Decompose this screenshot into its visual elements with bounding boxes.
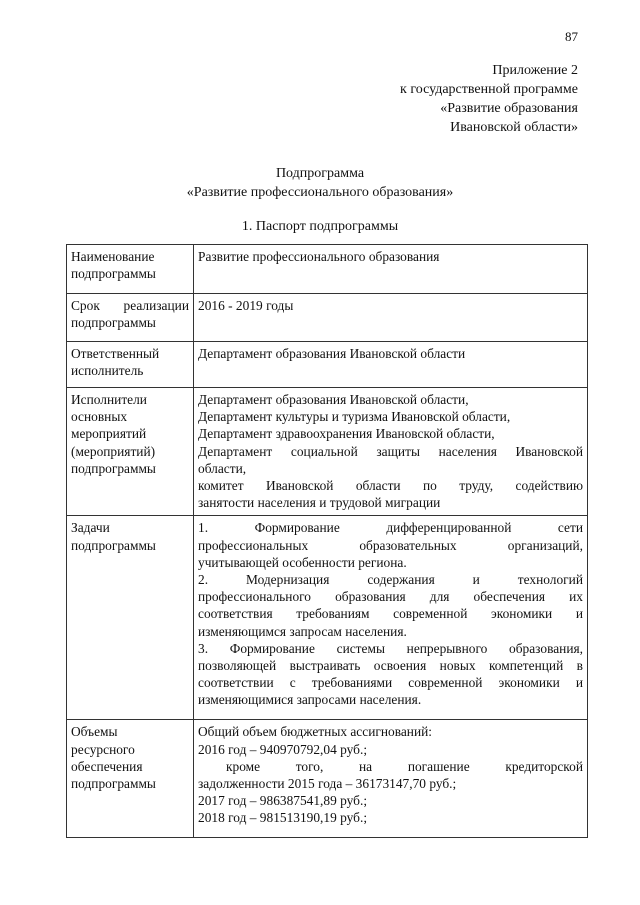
table-row [67,342,588,388]
appendix-line: Ивановской области» [450,120,578,135]
subprogram-name: «Развитие профессионального образования» [186,185,454,200]
row-value [194,516,588,720]
table-row [67,388,588,516]
row-value [194,388,588,516]
value-line: 3. Формирование системы непрерывного образования, [198,640,583,656]
row-label [67,720,194,838]
row-label [67,388,194,516]
label-line: подпрограммы [71,537,156,553]
row-value [194,720,588,838]
label-line: подпрограммы [71,776,156,792]
label-line: подпрограммы [71,266,156,282]
value-line: позволяющей выстраивать освоения новых компетенций в [198,658,583,674]
row-value [194,342,588,388]
value-line: области, [198,460,247,476]
value-line: Департамент образования Ивановской области, [198,392,469,407]
table-row [67,516,588,720]
row-label [67,245,194,294]
row-label [67,516,194,720]
value-line: соответствии с требованиями современной экономики и [198,675,583,691]
row-value [194,245,588,294]
value-line: соответствия требованиям современной экономики и [198,606,583,622]
label-line: Срок реализации [71,298,189,313]
appendix-line: «Развитие образования [440,101,578,116]
label-line: Ответственный [71,346,160,361]
section-title: 1. Паспорт подпрограммы [241,219,399,234]
value-line: Департамент культуры и туризма Ивановской области, [198,409,511,425]
appendix-line: Приложение 2 [492,63,578,78]
value-line: Департамент социальной защиты населения Ивановской [198,443,583,459]
value-line: 1. Формирование дифференцированной сети [198,520,583,536]
row-value [194,294,588,342]
label-line: подпрограммы [71,315,156,331]
value-line: задолженности 2015 года – 36173147,70 руб.; [198,776,457,792]
label-line: основных [71,409,128,425]
value-line: кроме того, на погашение кредиторской [226,758,583,774]
value-line: профессиональных образовательных организаций, [198,537,583,553]
value-line: учитывающей особенности региона. [198,554,407,570]
label-line: Исполнители [71,392,147,407]
table-row [67,245,588,294]
value-line: Департамент образования Ивановской области [198,346,466,361]
label-line: мероприятий [71,426,147,442]
row-label [67,342,194,388]
value-line: 2. Модернизация содержания и технологий [198,572,583,588]
label-line: (мероприятий) [71,443,156,459]
subprogram-title: Подпрограмма [275,166,365,181]
appendix-line: к государственной программе [400,82,578,97]
value-line: изменяющимися запросами населения. [198,692,422,708]
value-line: занятости населения и трудовой миграции [198,495,441,511]
label-line: Наименование [71,249,155,264]
appendix-header [400,61,578,137]
label-line: ресурсного [71,741,135,757]
table-row [67,294,588,342]
value-line: 2016 год – 940970792,04 руб.; [198,741,368,757]
passport-table [66,244,588,838]
table-row [67,720,588,838]
value-line: 2017 год – 986387541,89 руб.; [198,793,368,809]
page-number: 87 [565,29,578,44]
value-line: изменяющимся запросам населения. [198,623,407,639]
label-line: Задачи [71,520,110,536]
label-line: подпрограммы [71,460,156,476]
value-line: 2016 - 2019 годы [198,298,294,313]
label-line: исполнитель [71,363,144,379]
value-line: Развитие профессионального образования [198,249,440,264]
label-line: обеспечения [71,758,143,774]
value-line: 2018 год – 981513190,19 руб.; [198,810,368,826]
value-line: профессионального образования для обеспечения их [198,589,583,605]
row-label [67,294,194,342]
label-line: Объемы [71,724,118,740]
value-line: Департамент здравоохранения Ивановской области, [198,426,495,442]
value-line: Общий объем бюджетных ассигнований: [198,724,433,740]
value-line: комитет Ивановской области по труду, содействию [198,478,583,494]
subprogram-heading [0,164,640,202]
